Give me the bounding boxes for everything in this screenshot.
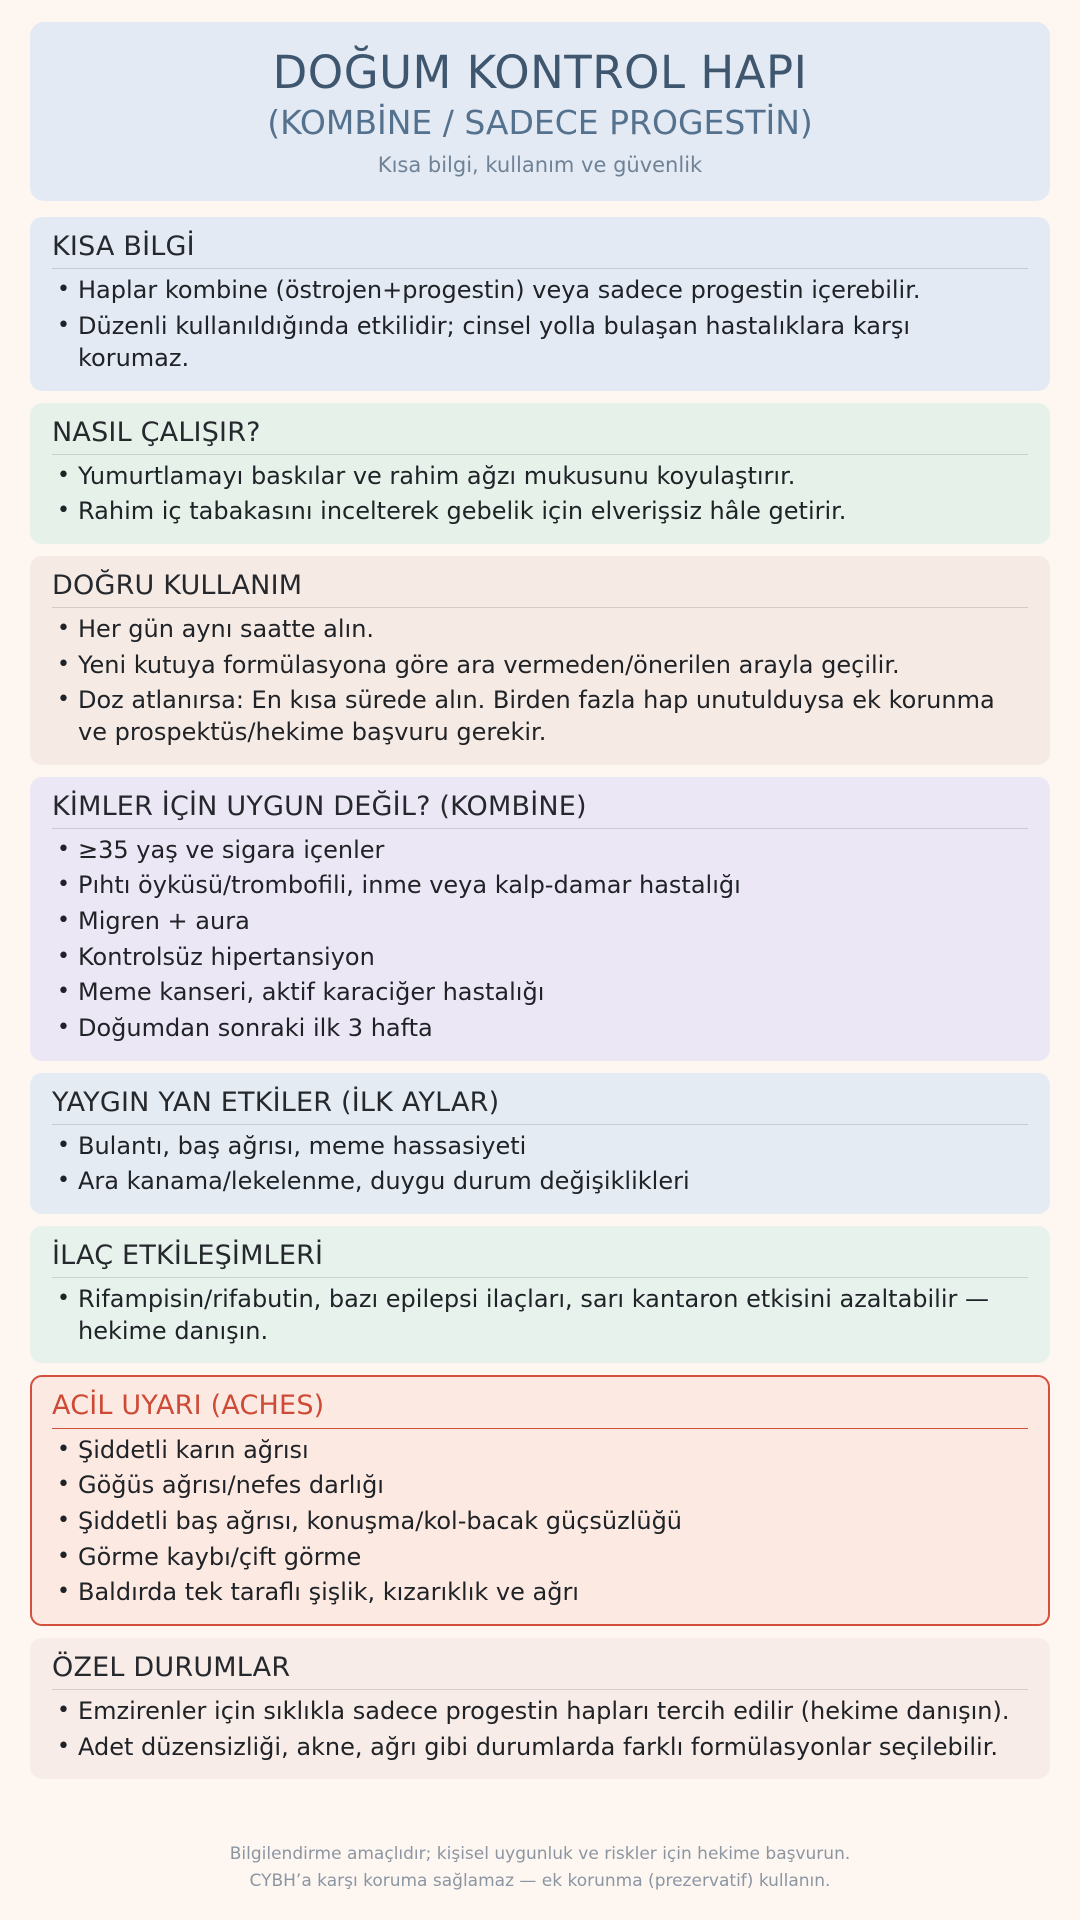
section-title: DOĞRU KULLANIM — [52, 569, 303, 601]
list-item: • Her gün aynı saatte alın. — [52, 614, 1028, 646]
list-item: • Baldırda tek taraflı şişlik, kızarıklık ve ağrı — [52, 1577, 1028, 1609]
section-bullet-list — [52, 1131, 1028, 1198]
section-card — [30, 556, 1050, 765]
section-bullet-list — [52, 1435, 1028, 1609]
page-header — [30, 22, 1050, 201]
section-divider — [52, 1428, 1028, 1429]
list-item: • Düzenli kullanıldığında etkilidir; cinsel yolla bulaşan hastalıklara karşı korumaz. — [52, 311, 1028, 374]
section-divider — [52, 607, 1028, 608]
sections-container — [30, 217, 1050, 1791]
list-item: • Görme kaybı/çift görme — [52, 1542, 1028, 1574]
section-card — [30, 1226, 1050, 1363]
list-item: • Haplar kombine (östrojen+progestin) veya sadece progestin içerebilir. — [52, 275, 1028, 307]
list-item: • Doz atlanırsa: En kısa sürede alın. Birden fazla hap unutulduysa ek korunma ve prospektüs/hekime başvuru gerekir. — [52, 685, 1028, 748]
section-title: KISA BİLGİ — [52, 231, 195, 263]
section-title: İLAÇ ETKİLEŞİMLERİ — [52, 1240, 324, 1272]
section-card — [30, 777, 1050, 1061]
section-title: ÖZEL DURUMLAR — [52, 1651, 291, 1683]
section-bullet-list — [52, 1284, 1028, 1347]
section-card — [30, 403, 1050, 544]
page-footer — [30, 1831, 1050, 1920]
list-item: • Ara kanama/lekelenme, duygu durum değişiklikleri — [52, 1166, 1028, 1198]
list-item: • Pıhtı öyküsü/trombofili, inme veya kalp-damar hastalığı — [52, 870, 1028, 902]
section-divider — [52, 828, 1028, 829]
list-item: • Meme kanseri, aktif karaciğer hastalığı — [52, 977, 1028, 1009]
section-bullet-list — [52, 614, 1028, 749]
list-item: • Yeni kutuya formülasyona göre ara vermeden/önerilen arayla geçilir. — [52, 650, 1028, 682]
list-item: • Rifampisin/rifabutin, bazı epilepsi ilaçları, sarı kantaron etkisini azaltabilir — hekime danışın. — [52, 1284, 1028, 1347]
section-title: NASIL ÇALIŞIR? — [52, 416, 261, 448]
section-divider — [52, 1277, 1028, 1278]
list-item: • Göğüs ağrısı/nefes darlığı — [52, 1470, 1028, 1502]
list-item: • Kontrolsüz hipertansiyon — [52, 942, 1028, 974]
section-divider — [52, 454, 1028, 455]
list-item: • ≥35 yaş ve sigara içenler — [52, 835, 1028, 867]
section-card — [30, 217, 1050, 390]
section-title: YAYGIN YAN ETKİLER (İLK AYLAR) — [52, 1086, 500, 1118]
list-item: • Emzirenler için sıklıkla sadece progestin hapları tercih edilir (hekime danışın). — [52, 1696, 1028, 1728]
section-card — [30, 1375, 1050, 1625]
section-bullet-list — [52, 461, 1028, 528]
section-card — [30, 1638, 1050, 1779]
page-subtitle: (KOMBİNE / SADECE PROGESTİN) — [267, 102, 813, 142]
footer-line-1: Bilgilendirme amaçlıdır; kişisel uygunluk ve riskler için hekime başvurun. — [229, 1844, 851, 1865]
section-title: ACİL UYARI (ACHES) — [52, 1390, 325, 1422]
list-item: • Doğumdan sonraki ilk 3 hafta — [52, 1013, 1028, 1045]
list-item: • Adet düzensizliği, akne, ağrı gibi durumlarda farklı formülasyonlar seçilebilir. — [52, 1732, 1028, 1764]
section-card — [30, 1073, 1050, 1214]
section-bullet-list — [52, 835, 1028, 1045]
list-item: • Bulantı, baş ağrısı, meme hassasiyeti — [52, 1131, 1028, 1163]
section-title: KİMLER İÇİN UYGUN DEĞİL? (KOMBİNE) — [52, 790, 587, 822]
list-item: • Rahim iç tabakasını incelterek gebelik için elverişsiz hâle getirir. — [52, 496, 1028, 528]
section-divider — [52, 1689, 1028, 1690]
list-item: • Şiddetli karın ağrısı — [52, 1435, 1028, 1467]
footer-line-2: CYBH’a karşı koruma sağlamaz — ek korunma (prezervatif) kullanın. — [249, 1870, 831, 1891]
section-bullet-list — [52, 1696, 1028, 1763]
list-item: • Migren + aura — [52, 906, 1028, 938]
list-item: • Şiddetli baş ağrısı, konuşma/kol-bacak güçsüzlüğü — [52, 1506, 1028, 1538]
page-tagline: Kısa bilgi, kullanım ve güvenlik — [377, 153, 703, 178]
list-item: • Yumurtlamayı baskılar ve rahim ağzı mukusunu koyulaştırır. — [52, 461, 1028, 493]
page-title: DOĞUM KONTROL HAPI — [272, 46, 808, 99]
section-divider — [52, 268, 1028, 269]
section-divider — [52, 1124, 1028, 1125]
section-bullet-list — [52, 275, 1028, 374]
